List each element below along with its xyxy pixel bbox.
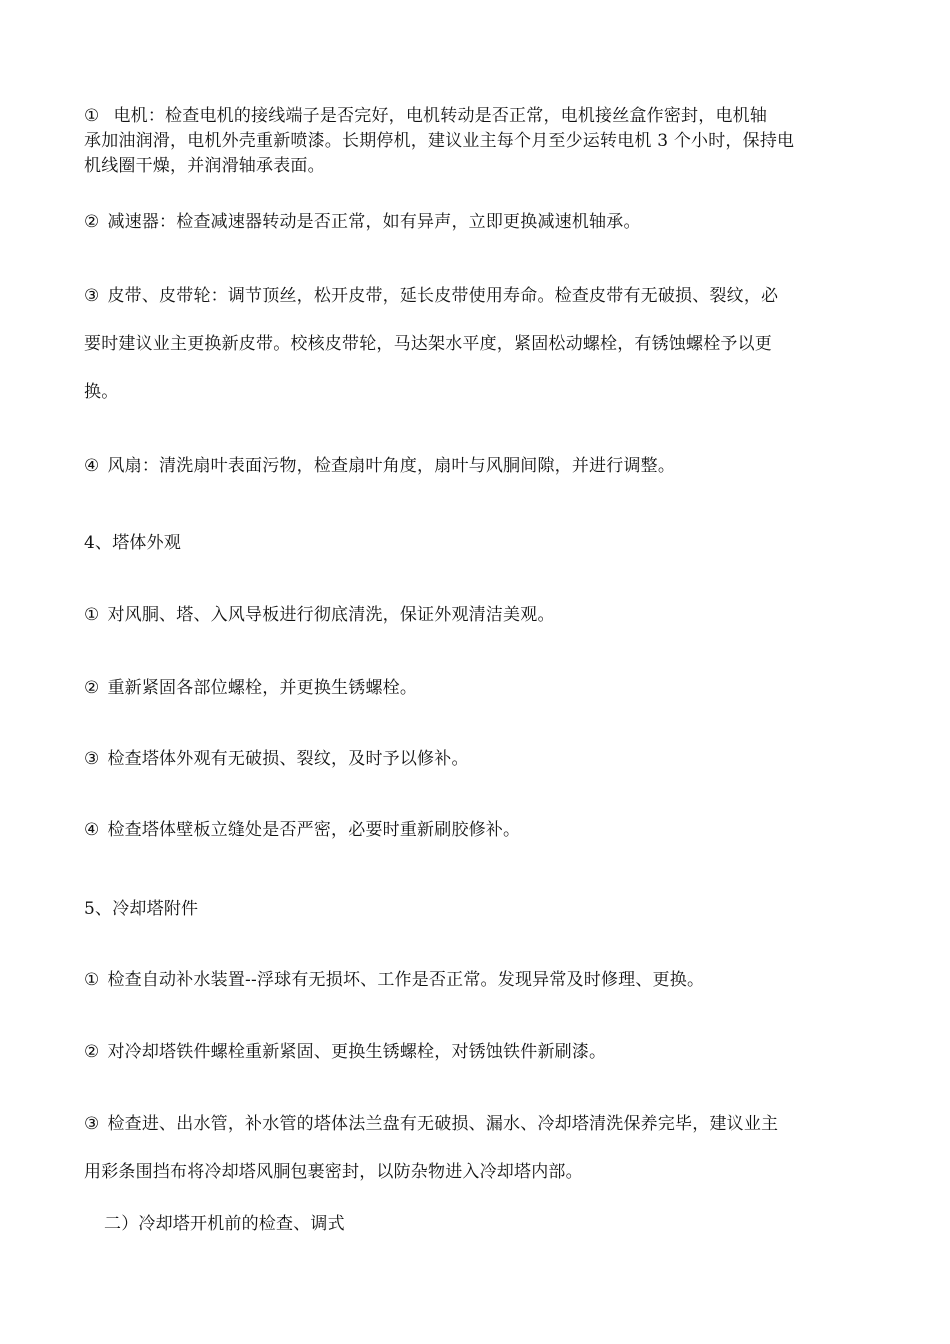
paragraph-text: 检查自动补水装置--浮球有无损坏、工作是否正常。发现异常及时修理、更换。 xyxy=(107,970,705,990)
list-item xyxy=(84,676,874,701)
list-item xyxy=(84,968,874,993)
paragraph-line: 要时建议业主更换新皮带。校核皮带轮，马达架水平度，紧固松动螺栓，有锈蚀螺栓予以更 xyxy=(84,334,772,354)
paragraph-belt xyxy=(84,272,874,416)
item-marker: ③ xyxy=(84,286,100,306)
paragraph-line xyxy=(84,603,874,628)
paragraph-line xyxy=(84,968,874,993)
item-marker: ② xyxy=(84,1042,100,1062)
section-heading-pre-startup-check xyxy=(104,1212,894,1237)
paragraph-line: 机线圈干燥，并润滑轴承表面。 xyxy=(84,156,325,176)
item-marker: ③ xyxy=(84,1114,100,1134)
paragraph-line xyxy=(84,104,874,129)
section-heading-text: 4、塔体外观 xyxy=(84,533,182,553)
list-item xyxy=(84,603,874,628)
paragraph-text: 重新紧固各部位螺栓，并更换生锈螺栓。 xyxy=(107,678,418,698)
item-marker: ① xyxy=(84,605,100,625)
paragraph-text: 对冷却塔铁件螺栓重新紧固、更换生锈螺栓，对锈蚀铁件新刷漆。 xyxy=(107,1042,607,1062)
paragraph-motor xyxy=(84,104,874,179)
paragraph-line xyxy=(84,747,874,772)
list-item xyxy=(84,818,874,843)
paragraph-line xyxy=(84,454,874,479)
paragraph-line xyxy=(84,818,874,843)
paragraph-text: 对风胴、塔、入风导板进行彻底清洗，保证外观清洁美观。 xyxy=(107,605,555,625)
item-marker: ③ xyxy=(84,749,100,769)
paragraph-line xyxy=(84,210,874,235)
paragraph-line xyxy=(84,676,874,701)
paragraph-line: 换。 xyxy=(84,382,119,402)
paragraph-line: 承加油润滑，电机外壳重新喷漆。长期停机，建议业主每个月至少运转电机 3 个小时，保持电 xyxy=(84,131,795,151)
section-heading-text: 5、冷却塔附件 xyxy=(84,899,199,919)
paragraph-text: 检查塔体外观有无破损、裂纹，及时予以修补。 xyxy=(107,749,469,769)
list-item xyxy=(84,747,874,772)
section-heading-tower-appearance xyxy=(84,531,874,556)
section-heading-cooling-tower-accessories xyxy=(84,897,874,922)
item-marker: ② xyxy=(84,212,100,232)
paragraph-line xyxy=(84,272,874,320)
item-marker: ④ xyxy=(84,456,100,476)
list-item xyxy=(84,1040,874,1065)
paragraph-text: 检查进、出水管，补水管的塔体法兰盘有无破损、漏水、冷却塔清洗保养完毕，建议业主 xyxy=(107,1114,779,1134)
paragraph-text: 减速器：检查减速器转动是否正常，如有异声，立即更换减速机轴承。 xyxy=(107,212,641,232)
paragraph-text: 风扇：清洗扇叶表面污物，检查扇叶角度，扇叶与风胴间隙，并进行调整。 xyxy=(107,456,676,476)
paragraph-line xyxy=(84,1100,874,1148)
paragraph-line xyxy=(84,1040,874,1065)
paragraph-text: 皮带、皮带轮：调节顶丝，松开皮带，延长皮带使用寿命。检查皮带有无破损、裂纹，必 xyxy=(107,286,779,306)
list-item xyxy=(84,1100,874,1196)
paragraph-text: 电机：检查电机的接线端子是否完好，电机转动是否正常，电机接丝盒作密封，电机轴 xyxy=(113,106,768,126)
paragraph-line: 用彩条围挡布将冷却塔风胴包裹密封，以防杂物进入冷却塔内部。 xyxy=(84,1162,583,1182)
paragraph-text: 检查塔体壁板立缝处是否严密，必要时重新刷胶修补。 xyxy=(107,820,521,840)
section-heading-text: 二）冷却塔开机前的检查、调式 xyxy=(104,1214,345,1234)
item-marker: ① xyxy=(84,106,100,126)
item-marker: ④ xyxy=(84,820,100,840)
item-marker: ① xyxy=(84,970,100,990)
paragraph-fan xyxy=(84,454,874,479)
item-marker: ② xyxy=(84,678,100,698)
paragraph-reducer xyxy=(84,210,874,235)
